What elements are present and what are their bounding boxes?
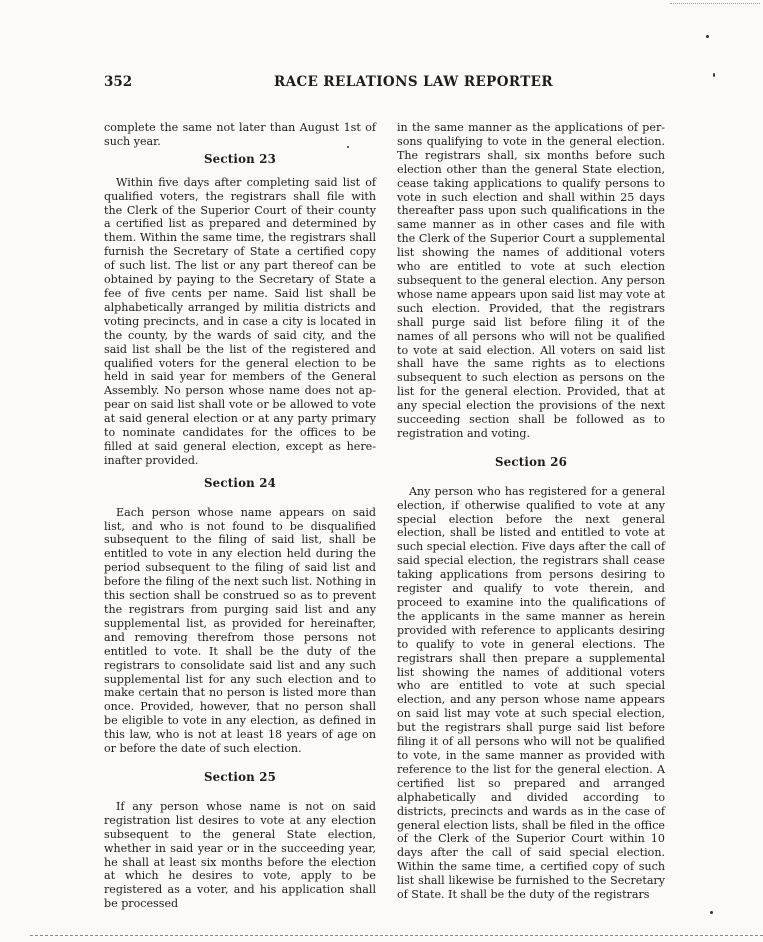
section-23-text: Within five days after completing said list of qualified voters, the registrars shall file with the Clerk of the Superior Court of their county a certified list as prepared and determined by them. Within the same time, the registrars shall furnish the Secretary of State a certified copy of such list. The list or any part thereof can be obtained by paying to the Secretary of State a fee of five cents per name. Said list shall be alphabetically arranged by militia districts and voting precincts, and in case a city is located in the county, by the wards of said city, and the said list shall be the list of the registered and qualified voters for the general election to be held in said year for members of the General Assembly. No person whose name does not appear on said list shall vote or be allowed to vote at said general election or at any party primary to nominate candidates for the offices to be filled at said general election, except as hereinafter provided. <box>104 175 376 467</box>
section-24-text: Each person whose name appears on said list, and who is not found to be disqualified subsequent to the filing of said list, shall be entitled to vote in any election held during the period subsequent to the filing of said list and before the filing of the next such list. Nothing in this section shall be construed so as to prevent the registrars from purging said list and any supplemental list, as provided for hereinafter, and removing therefrom those persons not entitled to vote. It shall be the duty of the registrars to consolidate said list and any such supplemental list for any such election and to make certain that no person is listed more than once. Provided, however, that no person shall be eligible to vote in any election, as defined in this law, who is not at least 18 years of age on or before the date of such election. <box>104 505 376 756</box>
continued-paragraph: complete the same not later than August 1st of such year. <box>104 121 376 148</box>
section-23-heading: Section 23 <box>203 151 277 166</box>
section-25-heading: Section 25 <box>203 769 277 784</box>
scan-bottom-edge <box>30 935 763 937</box>
section-24-heading: Section 24 <box>203 475 277 490</box>
scan-speck <box>706 35 709 38</box>
scan-speck <box>347 146 349 148</box>
right-column <box>397 121 665 902</box>
page-number: 352 <box>104 74 133 90</box>
section-25-text: If any person whose name is not on said registration list desires to vote at any election subsequent to the general State election, whether in said year or in the succeeding year, he shall at least six months before the election at which he desires to vote, apply to be registered as a voter, and his application shall be processed <box>104 799 376 911</box>
running-title: RACE RELATIONS LAW REPORTER <box>274 74 553 90</box>
scan-speck <box>713 73 715 77</box>
section-26-text: Any person who has registered for a general election, if otherwise qualified to vote at any special election before the next general election, shall be listed and entitled to vote at such special election. Five days after the call of said special election, the registrars shall cease taking applications from persons desiring to register and qualify to vote therein, and proceed to examine into the qualifications of the applicants in the same manner as herein provided with reference to applicants desiring to qualify to vote in general elections. The registrars shall then prepare a supplemental list showing the names of additional voters who are entitled to vote at such special election, and any person whose name appears on said list may vote at such special election, but the registrars shall purge said list before filing it of all persons who will not be qualified to vote, in the same manner as provided with reference to the list for the general election. A certified list so prepared and arranged alphabetically and divided according to districts, precincts and wards as in the case of general election lists, shall be filed in the office of the Clerk of the Superior Court within 10 days after the call of said special election. Within the same time, a certified copy of such list shall likewise be furnished to the Secretary of State. It shall be the duty of the registrars <box>397 484 665 902</box>
left-column <box>104 121 376 911</box>
section-26-heading: Section 26 <box>494 454 568 469</box>
scan-edge-artifact <box>670 3 760 5</box>
page-header <box>104 74 664 94</box>
scan-speck <box>710 911 713 914</box>
continued-paragraph: in the same manner as the applications of persons qualifying to vote in the general election. The registrars shall, six months before such election other than the general State election, cease taking applications to qualify persons to vote in such election and shall within 25 days thereafter pass upon such qualifications in the same manner as in other cases and file with the Clerk of the Superior Court a supplemental list showing the names of additional voters who are entitled to vote at such election subsequent to the general election. Any person whose name appears upon said list may vote at such election. Provided, that the registrars shall purge said list before filing it of the names of all persons who will not be qualified to vote at said election. All voters on said list shall have the same rights as to elections subsequent to such election as persons on the list for the general election. Provided, that at any special election the provisions of the next succeeding section shall be followed as to registration and voting. <box>397 121 665 440</box>
